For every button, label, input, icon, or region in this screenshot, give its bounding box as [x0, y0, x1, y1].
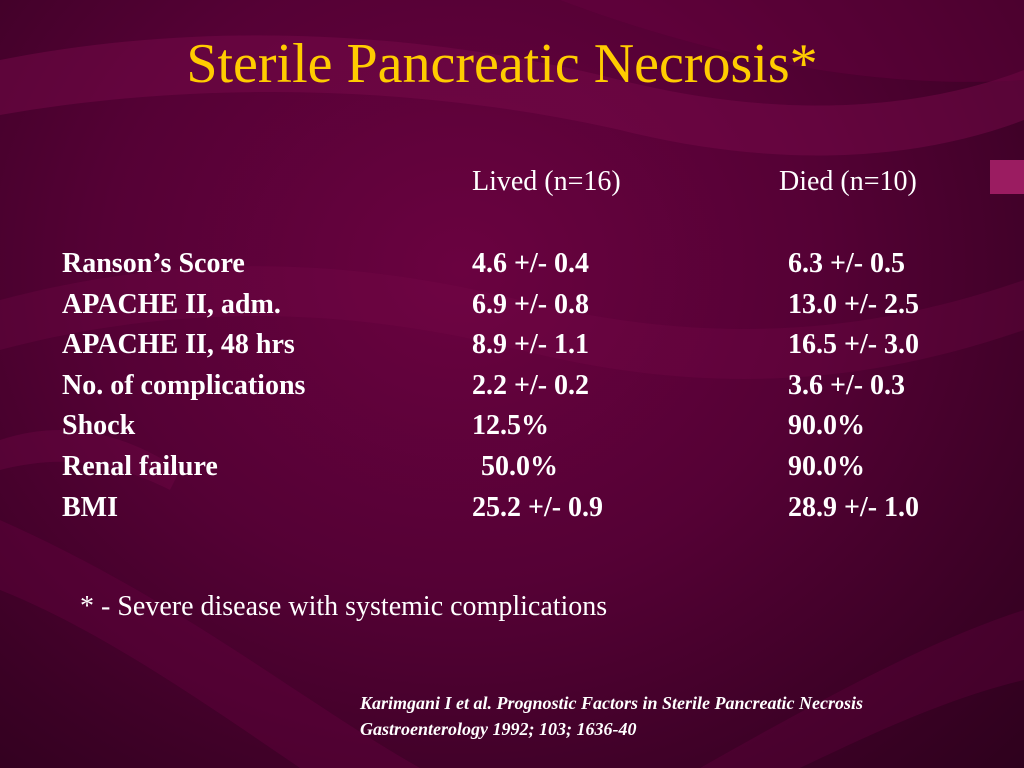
row-label: Shock	[62, 410, 136, 441]
citation-line-1: Karimgani I et al. Prognostic Factors in Sterile Pancreatic Necrosis	[360, 693, 864, 713]
died-value: 90.0%	[788, 451, 865, 482]
died-value: 3.6 +/- 0.3	[788, 370, 906, 401]
table-row	[0, 244, 1024, 284]
lived-value: 8.9 +/- 1.1	[472, 329, 590, 360]
died-value: 16.5 +/- 3.0	[788, 329, 920, 360]
row-label: Ranson’s Score	[62, 248, 245, 279]
died-value: 28.9 +/- 1.0	[788, 492, 920, 523]
table-row	[0, 488, 1024, 528]
column-header-lived: Lived (n=16)	[472, 166, 621, 197]
row-label: BMI	[62, 492, 118, 523]
table-row	[0, 447, 1024, 487]
slide-title: Sterile Pancreatic Necrosis*	[186, 33, 818, 95]
lived-value: 50.0%	[481, 451, 558, 482]
lived-value: 6.9 +/- 0.8	[472, 289, 590, 320]
citation	[360, 690, 863, 742]
lived-value: 4.6 +/- 0.4	[472, 248, 590, 279]
row-label: APACHE II, adm.	[62, 289, 281, 320]
row-label: APACHE II, 48 hrs	[62, 329, 295, 360]
swoosh-bottom	[0, 520, 420, 768]
row-label: Renal failure	[62, 451, 218, 482]
died-value: 6.3 +/- 0.5	[788, 248, 906, 279]
died-value: 13.0 +/- 2.5	[788, 289, 920, 320]
right-edge-accent	[990, 160, 1024, 194]
table-row	[0, 285, 1024, 325]
table-row	[0, 366, 1024, 406]
row-label: No. of complications	[62, 370, 306, 401]
swoosh-bottom-right	[700, 610, 1024, 768]
footnote: * - Severe disease with systemic complications	[80, 591, 608, 622]
died-value: 90.0%	[788, 410, 865, 441]
column-header-died: Died (n=10)	[779, 166, 917, 197]
table-row	[0, 325, 1024, 365]
lived-value: 25.2 +/- 0.9	[472, 492, 604, 523]
lived-value: 12.5%	[472, 410, 549, 441]
table-row	[0, 406, 1024, 446]
lived-value: 2.2 +/- 0.2	[472, 370, 590, 401]
citation-line-2: Gastroenterology 1992; 103; 1636-40	[360, 719, 637, 739]
